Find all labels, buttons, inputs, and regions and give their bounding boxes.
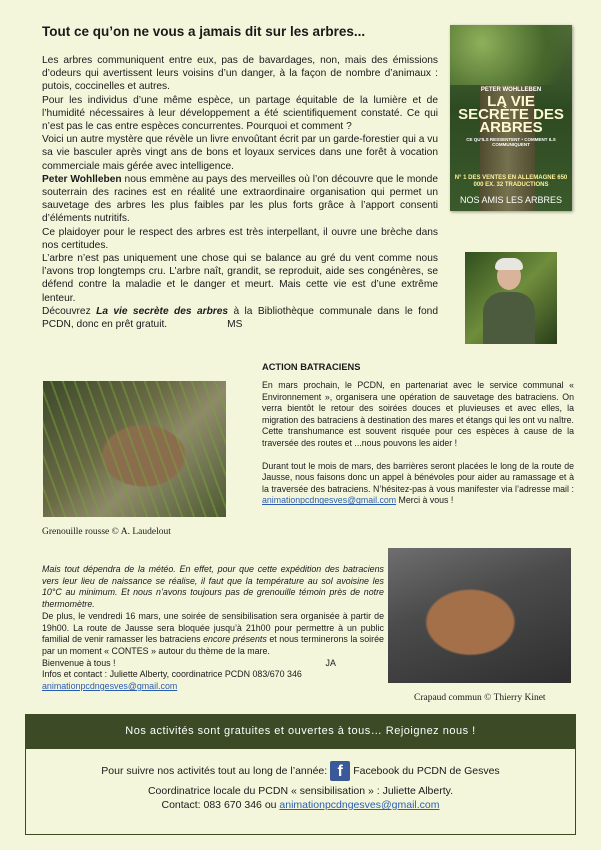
- article-paragraph: Pour les individus d’une même espèce, un partage équitable de la lumière et de l’humidité nécessaires à leur développement a été scientifiquement constaté. Ce qui n’est pas le cas entre espèces concurrentes. Pourquoi et comment ?: [42, 94, 438, 133]
- event-text: encore présents: [203, 634, 267, 645]
- article-text: Découvrez: [42, 305, 97, 317]
- contact-line: [26, 799, 575, 811]
- toad-photo: [388, 548, 571, 683]
- article-text: nous emmène au pays des merveilles où l’on découvre que le monde souterrain des racines est en réalité une extraordinaire organisation qui permet un sauvetage des arbres les plus faibles par les plus forts grâce à l’apport consenti d’éléments nutritifs.: [42, 173, 439, 225]
- action-text: Durant tout le mois de mars, des barrières seront placées le long de la route de Jausse, nous faisons donc un appel à bénévoles pour aider au ramassage et à la traversée des batraciens. N’hésitez-pas à vous manifester via l’adresse mail :: [262, 460, 574, 494]
- author-photo: [465, 252, 557, 344]
- article-title: Tout ce qu’on ne vous a jamais dit sur les arbres...: [42, 24, 366, 39]
- facebook-link[interactable]: Facebook du PCDN de Gesves: [353, 765, 500, 777]
- action-paragraph: En mars prochain, le PCDN, en partenariat avec le service communal « Environnement », organisera une opération de sauvetage des batraciens. On verra bientôt le retour des soirées douces et pluvieuses et avec elles, la migration des batraciens à destination des mares et étangs qui les ont vu naître. Cette transhumance est souvent risquée pour ces espèces à cause de la traversée des routes et ...nous pouvons les aider !: [262, 380, 574, 448]
- action-text: Merci à vous !: [396, 495, 454, 506]
- activities-banner: [25, 714, 576, 748]
- article-paragraph: [42, 305, 438, 331]
- article-paragraph: Voici un autre mystère que révèle un livre envoûtant écrit par un garde-forestier qui a vu sa vie basculer après vingt ans de bons et loyaux services dans une forêt à vocation commerciale mais gérée avec intelligence.: [42, 134, 438, 172]
- email-link[interactable]: animationpcdngesves@gmail.com: [262, 495, 397, 506]
- book-cover-image: [450, 25, 572, 211]
- weather-note: Mais tout dépendra de la météo. En effet, pour que cette expédition des batraciens vers leur lieu de naissance se réalise, il faut que la température au sol avoisine les 10°C au minimum. Et nous n’avons toujours pas de grenouille témoin près de notre thermomètre.: [42, 564, 384, 610]
- coordinator-line: Coordinatrice locale du PCDN « sensibilisation » : Juliette Alberty.: [147, 785, 454, 797]
- event-paragraph: [42, 611, 384, 658]
- event-text: et nous terminerons la soirée par un moment « CONTES » autour du thème de la mare.: [42, 634, 384, 656]
- article-paragraph: [42, 173, 438, 226]
- welcome-line: [42, 658, 384, 670]
- book-cover-sales: N° 1 DES VENTES EN ALLEMAGNE 650 000 EX. 32 TRADUCTIONS: [454, 175, 568, 188]
- email-link[interactable]: animationpcdngesves@gmail.com: [279, 799, 440, 811]
- action-paragraph: [262, 461, 574, 507]
- article-paragraph: Les arbres communiquent entre eux, pas de bavardages, non, mais des émissions d’odeurs qui avertissent leurs voisins d’un danger, à la façon de nombre d’animaux : putois, coccinelles et autres.: [42, 55, 438, 93]
- article-text: à la Bibliothèque communale dans le fond PCDN, donc en prêt gratuit.: [42, 305, 438, 331]
- info-line: Infos et contact : Juliette Alberty, coordinatrice PCDN 083/670 346: [42, 669, 302, 680]
- article-paragraph: L’arbre n’est pas uniquement une chose qui se balance au gré du vent comme nous l’avons trop longtemps cru. L’arbre naît, grandit, se reproduit, aide ses congénères, se défend contre la maladie et le danger et meurt. Mais cette vie est d’une extrême lenteur.: [42, 253, 438, 304]
- facebook-icon[interactable]: f: [330, 761, 350, 781]
- author-name: Peter Wohlleben: [42, 173, 122, 185]
- follow-text: Pour suivre nos activités tout au long de l’année:: [101, 765, 328, 777]
- book-cover-subtitle: CE QU'ILS RESSENTENT • COMMENT ILS COMMUNIQUENT: [466, 137, 556, 147]
- book-cover-title: LA VIE SECRÈTE DES ARBRES: [458, 93, 564, 136]
- event-text: De plus, le vendredi 16 mars, une soirée de sensibilisation sera organisée à partir de 19h00. La route de Jausse sera bloquée jusqu’à 21h00 pour permettre à un public familial de venir ramasser les batraciens: [42, 610, 384, 645]
- frog-photo: [43, 381, 226, 517]
- signature: MS: [227, 319, 243, 331]
- banner-text: Nos activités sont gratuites et ouvertes à tous… Rejoignez nous !: [125, 725, 476, 737]
- toad-caption: Crapaud commun © Thierry Kinet: [414, 693, 546, 703]
- follow-line: [26, 761, 575, 781]
- signature: JA: [325, 657, 336, 668]
- book-cover-publisher: NOS AMIS LES ARBRES: [459, 195, 563, 205]
- frog-caption: Grenouille rousse © A. Laudelout: [42, 527, 171, 537]
- contact-footer: [25, 748, 576, 835]
- action-title: ACTION BATRACIENS: [262, 362, 361, 372]
- book-cover-author: PETER WOHLLEBEN: [480, 87, 542, 93]
- welcome-text: Bienvenue à tous !: [42, 657, 116, 668]
- article-body: [42, 54, 438, 331]
- book-title: La vie secrète des arbres: [96, 305, 229, 317]
- email-link[interactable]: animationpcdngesves@gmail.com: [42, 681, 178, 692]
- article-paragraph: Ce plaidoyer pour le respect des arbres est très interpellant, il ouvre une brèche dans nos certitudes.: [42, 226, 438, 251]
- action-body: [262, 380, 574, 507]
- event-body: [42, 564, 384, 693]
- contact-text: Contact: 083 670 346 ou: [161, 799, 280, 811]
